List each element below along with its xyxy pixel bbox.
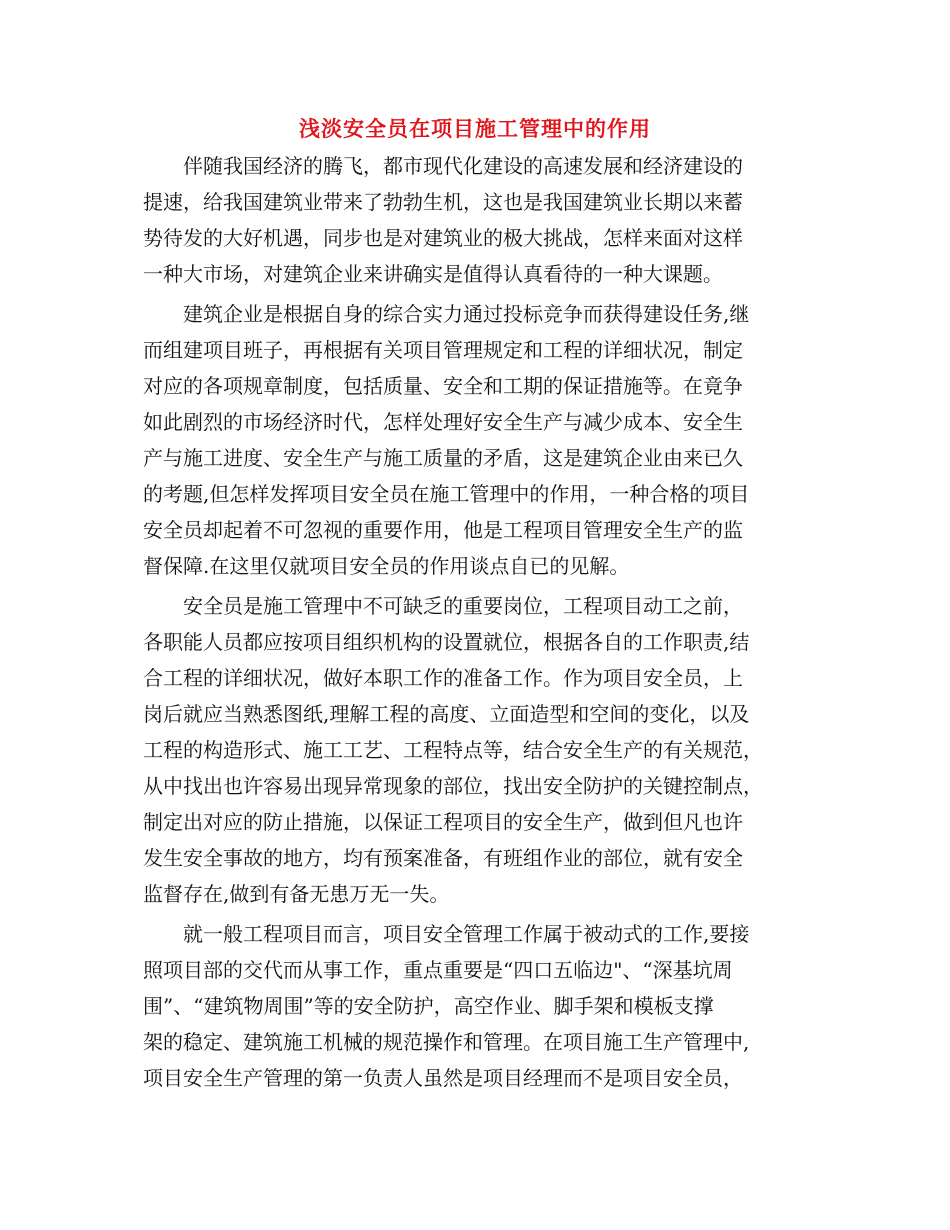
text-line: 照项目部的交代而从事工作，重点重要是“四口五临边"、“深基坑周 (143, 958, 733, 982)
text-line: 项目安全生产管理的第一负责人虽然是项目经理而不是项目安全员， (143, 1066, 743, 1090)
text-line: 工程的构造形式、施工工艺、工程特点等，结合安全生产的有关规范， (143, 738, 763, 762)
text-line: 督保障.在这里仅就项目安全员的作用谈点自已的见解。 (143, 554, 630, 578)
text-line: 就一般工程项目而言，项目安全管理工作属于被动式的工作,要接 (143, 922, 750, 946)
text-line: 制定出对应的防止措施，以保证工程项目的安全生产，做到但凡也许 (143, 810, 743, 834)
text-line: 如此剧烈的市场经济时代，怎样处理好安全生产与减少成本、安全生 (143, 410, 743, 434)
text-line: 架的稳定、建筑施工机械的规范操作和管理。在项目施工生产管理中, (143, 1030, 750, 1054)
text-line: 而组建项目班子，再根据有关项目管理规定和工程的详细状况，制定 (143, 338, 743, 362)
text-line: 伴随我国经济的腾飞，都市现代化建设的高速发展和经济建设的 (143, 154, 743, 178)
text-line: 安全员是施工管理中不可缺乏的重要岗位，工程项目动工之前， (143, 594, 743, 618)
text-line: 监督存在,做到有备无患万无一失。 (143, 882, 450, 906)
text-line: 围”、“建筑物周围”等的安全防护，高空作业、脚手架和模板支撑 (143, 994, 714, 1018)
text-line: 安全员却起着不可忽视的重要作用，他是工程项目管理安全生产的监 (143, 518, 743, 542)
text-line: 合工程的详细状况，做好本职工作的准备工作。作为项目安全员，上 (143, 666, 743, 690)
text-line: 的考题,但怎样发挥项目安全员在施工管理中的作用，一种合格的项目 (143, 482, 750, 506)
document-body (143, 148, 803, 1096)
text-line: 从中找出也许容易出现异常现象的部位，找出安全防护的关键控制点， (143, 774, 763, 798)
text-line: 一种大市场，对建筑企业来讲确实是值得认真看待的一种大课题。 (143, 262, 723, 286)
text-line: 建筑企业是根据自身的综合实力通过投标竞争而获得建设任务,继 (143, 302, 750, 326)
text-line: 产与施工进度、安全生产与施工质量的矛盾，这是建筑企业由来已久 (143, 446, 743, 470)
text-line: 对应的各项规章制度，包括质量、安全和工期的保证措施等。在竟争 (143, 374, 743, 398)
text-line: 势待发的大好机遇，同步也是对建筑业的极大挑战，怎样来面对这样 (143, 226, 743, 250)
document-title: 浅淡安全员在项目施工管理中的作用 (299, 116, 651, 141)
text-line: 各职能人员都应按项目组织机构的设置就位，根据各自的工作职责,结 (143, 630, 750, 654)
text-line: 提速，给我国建筑业带来了勃勃生机，这也是我国建筑业长期以来蓄 (143, 190, 743, 214)
text-line: 发生安全事故的地方，均有预案准备，有班组作业的部位，就有安全 (143, 846, 743, 870)
text-line: 岗后就应当熟悉图纸,理解工程的高度、立面造型和空间的变化，以及 (143, 702, 750, 726)
